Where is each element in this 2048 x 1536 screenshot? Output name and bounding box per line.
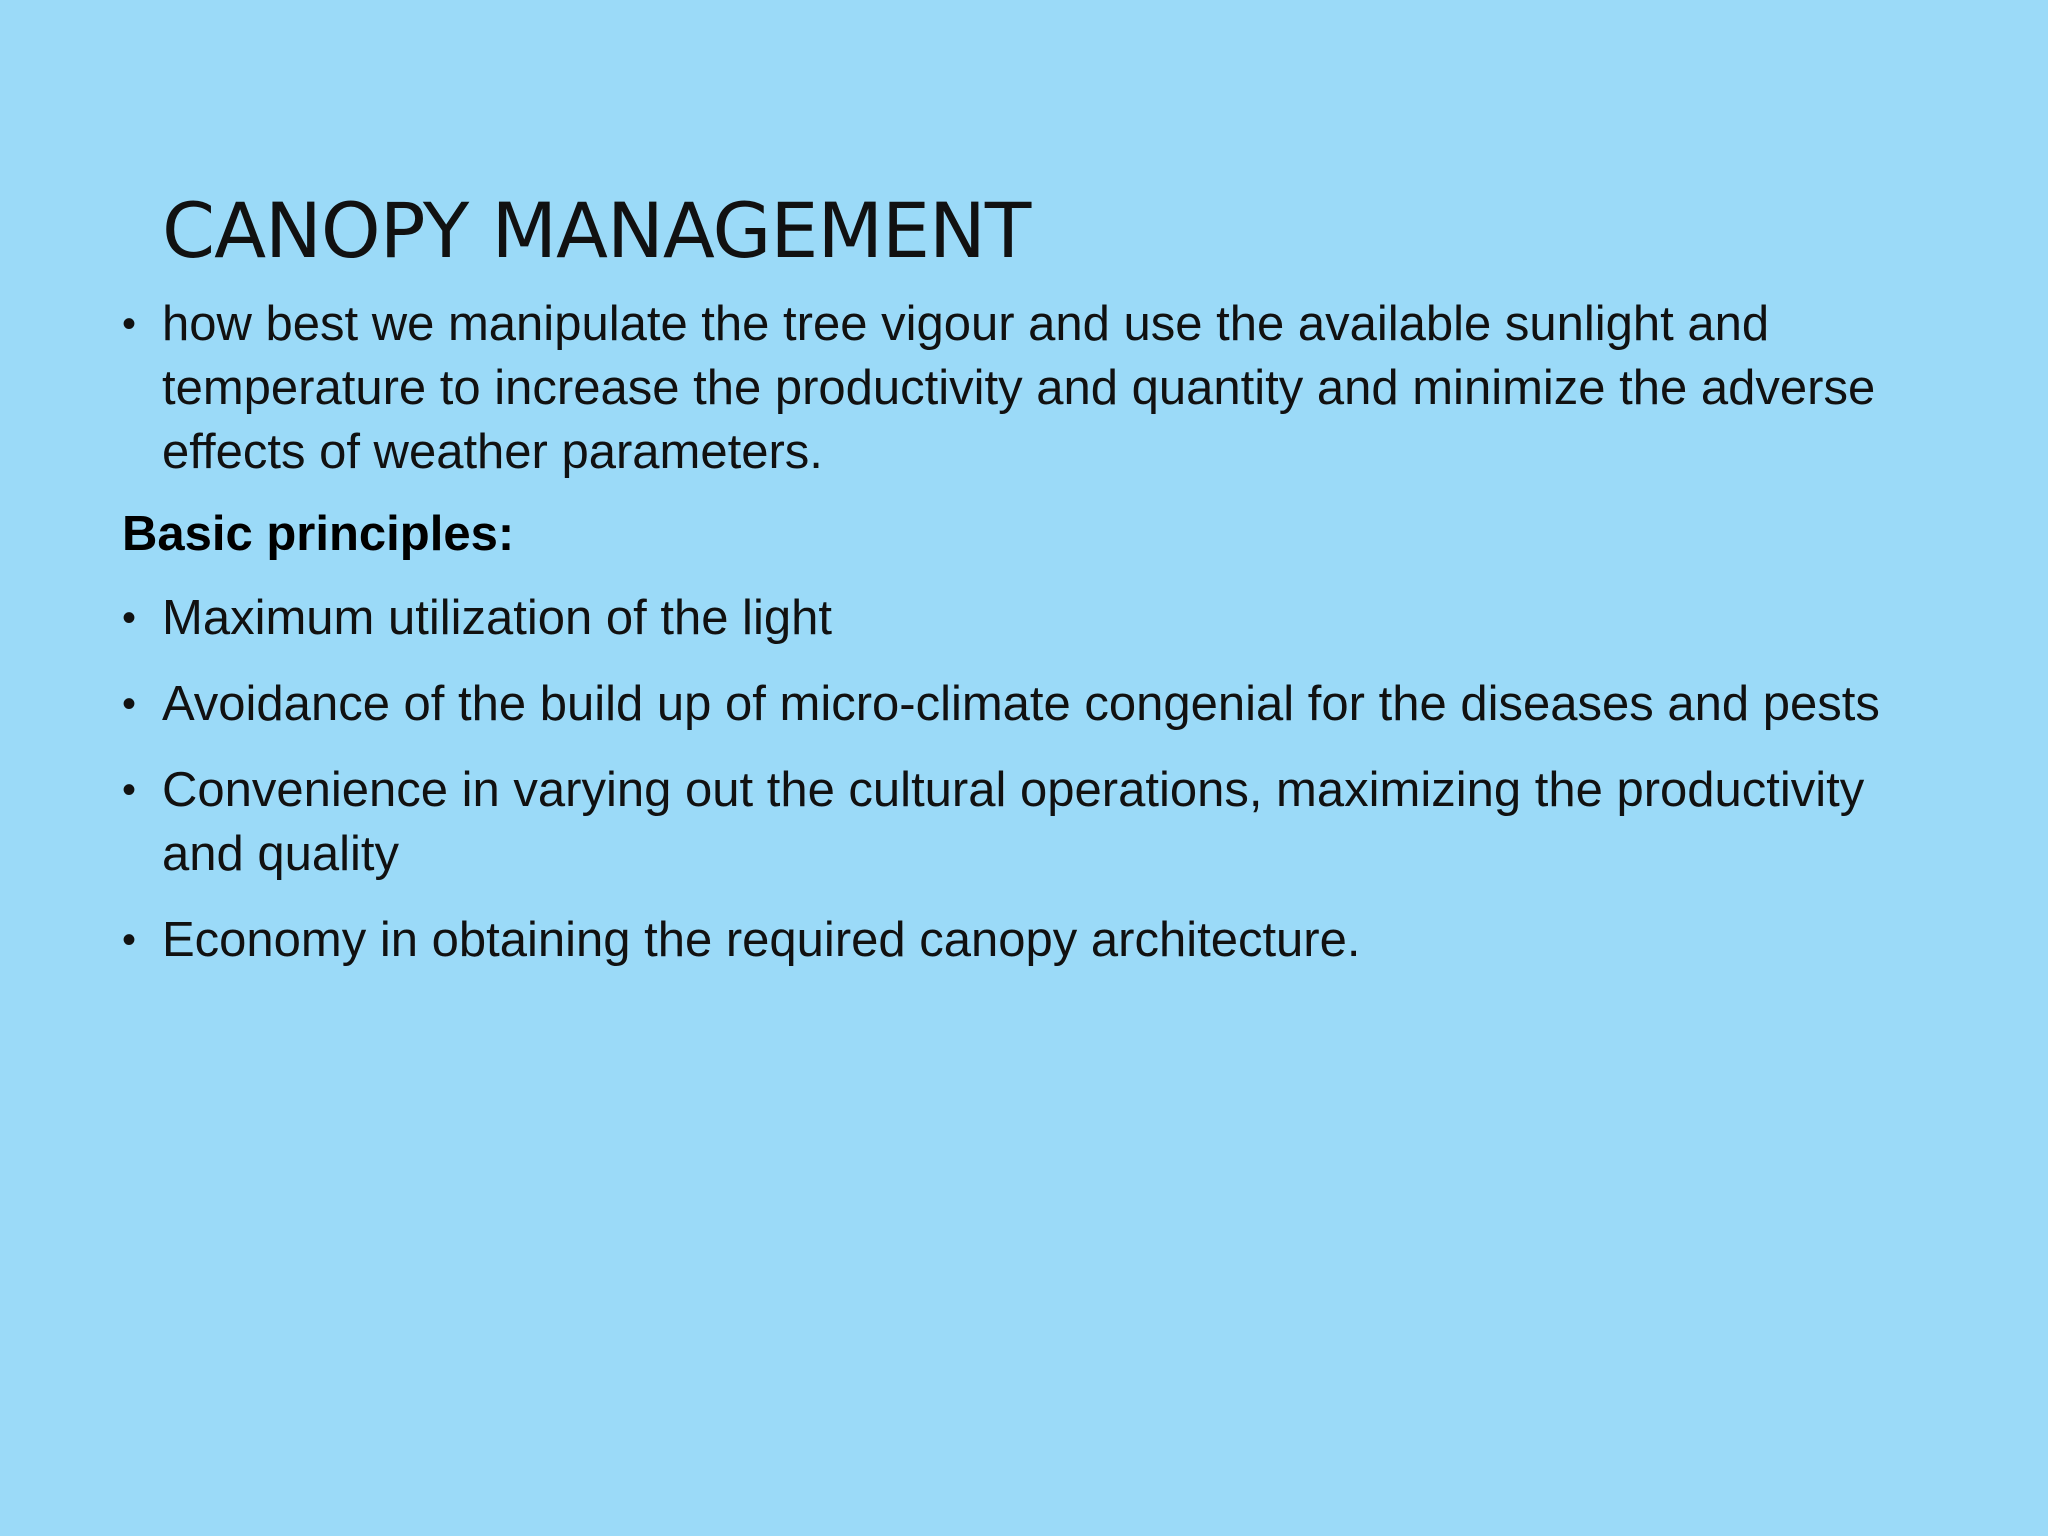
bullet-icon: • — [122, 768, 137, 812]
slide-title: CANOPY MANAGEMENT — [162, 186, 1031, 275]
intro-bullet — [122, 292, 1922, 484]
principle-item — [122, 758, 1922, 886]
intro-text: how best we manipulate the tree vigour and use the available sunlight and temperature to increase the productivity and quantity and minimize the adverse effects of weather parameters. — [162, 297, 1876, 479]
bullet-icon: • — [122, 918, 137, 962]
principle-item — [122, 908, 1922, 972]
principle-item — [122, 586, 1922, 650]
slide-body — [122, 292, 1922, 994]
bullet-icon: • — [122, 682, 137, 726]
basic-principles-heading: Basic principles: — [122, 507, 515, 561]
principle-text: Avoidance of the build up of micro-climate congenial for the diseases and pests — [162, 677, 1880, 731]
principle-item — [122, 672, 1922, 736]
principle-text: Convenience in varying out the cultural operations, maximizing the productivity and quality — [162, 763, 1865, 881]
principle-text: Economy in obtaining the required canopy architecture. — [162, 913, 1361, 967]
bullet-icon: • — [122, 596, 137, 640]
bullet-icon: • — [122, 302, 137, 346]
principle-text: Maximum utilization of the light — [162, 591, 832, 645]
